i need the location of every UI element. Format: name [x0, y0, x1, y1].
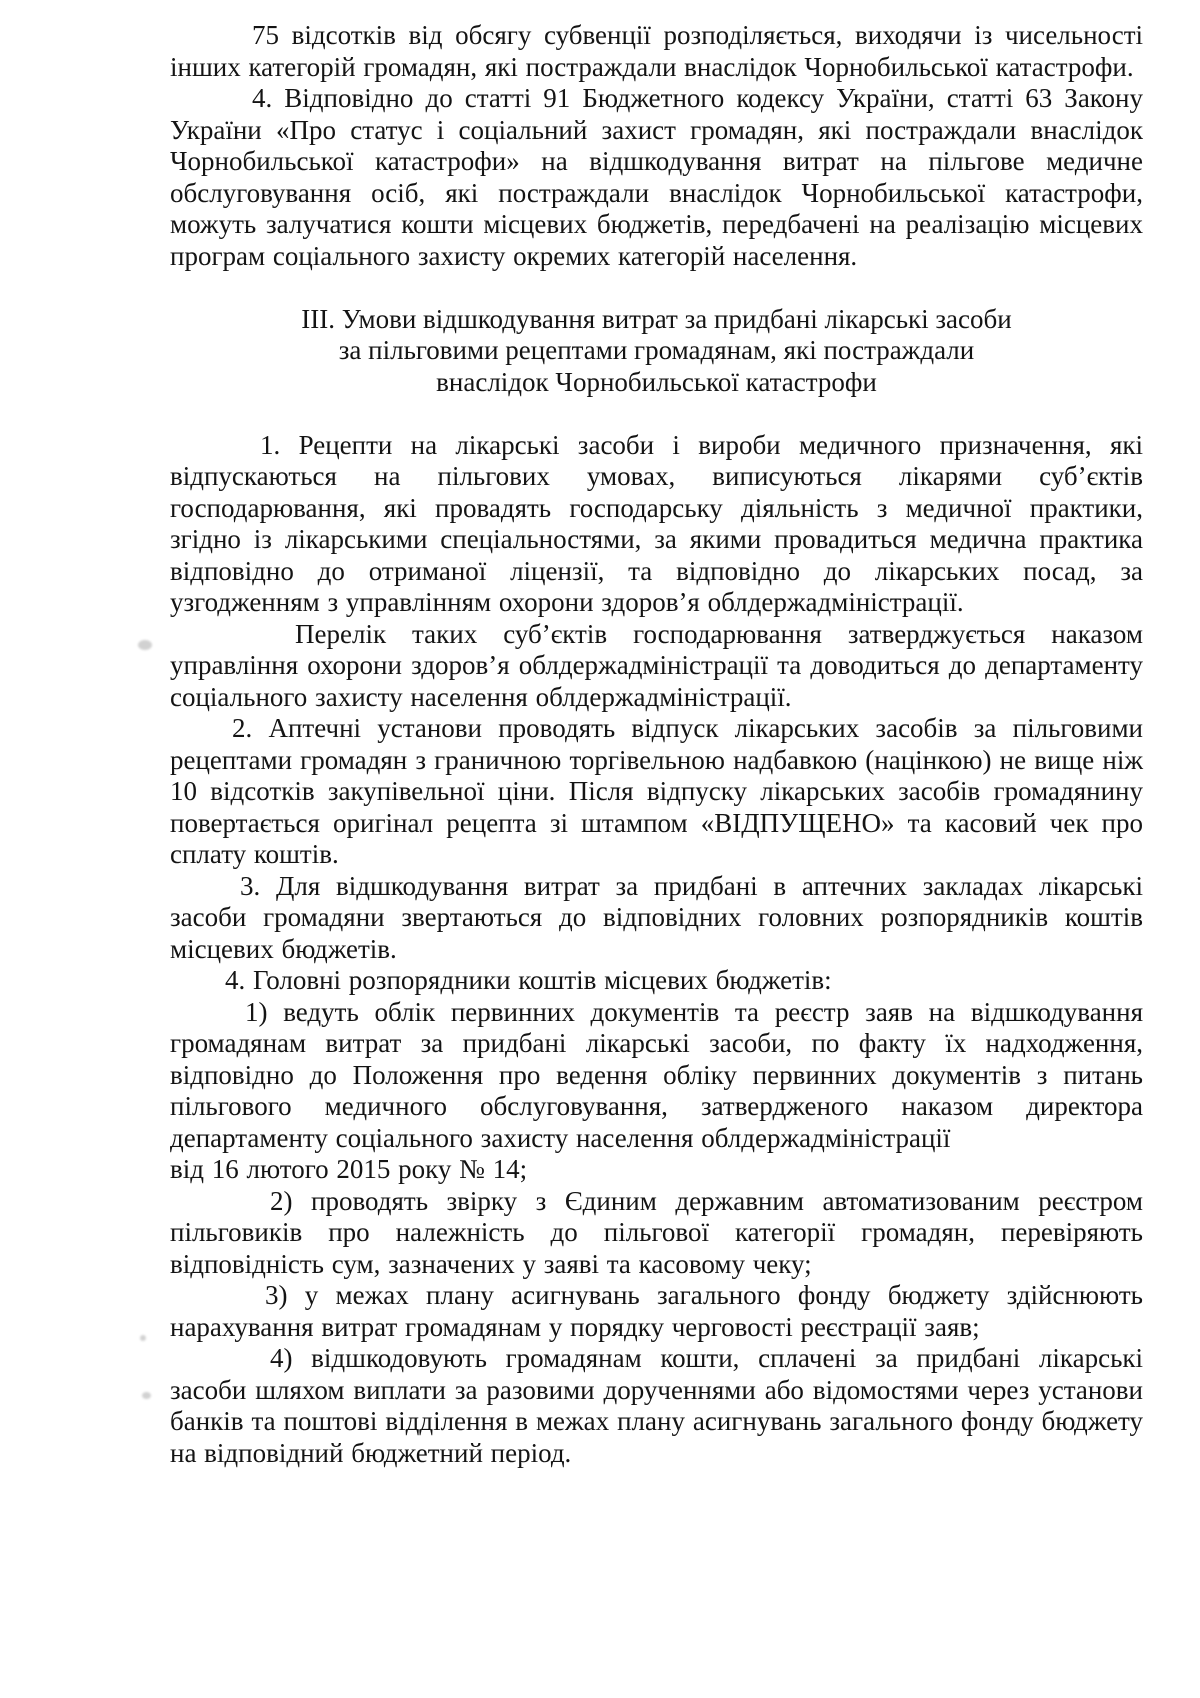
section-heading-line-2: за пільговими рецептами громадянам, які постраждали: [338, 335, 975, 365]
paragraph-subvention-share: 75 відсотків від обсягу субвенції розподіляється, виходячи із чисельності інших категорій громадян, які постраждали внаслідок Чорнобильської катастрофи.: [170, 20, 1143, 82]
scan-artifact: [140, 1335, 146, 1341]
paragraph-entities-list: Перелік таких суб’єктів господарювання затверджується наказом управління охорони здоров’я облдержадміністрації та доводиться до департаменту соціального захисту населення облдержадміністрації.: [170, 618, 1143, 712]
list-item-1-record-keeping: 1) ведуть облік первинних документів та реєстр заяв на відшкодування громадянам витрат за придбані лікарські засоби, по факту їх надходження, відповідно до Положення про ведення обліку первинних документів з питань пільгового медичного обслуговування, затвердженого наказом директора департаменту соціального захисту населення облдержадміністрації: [170, 996, 1143, 1153]
paragraph-2-pharmacies: 2. Аптечні установи проводять відпуск лікарських засобів за пільговими рецептами громадян з граничною торгівельною надбавкою (націнкою) не вище ніж 10 відсотків закупівельної ціни. Після відпуску лікарських засобів громадянину повертається оригінал рецепта зі штампом «ВІДПУЩЕНО» та касовий чек про сплату коштів.: [170, 713, 1143, 869]
paragraph-4-budget-administrators: 4. Головні розпорядники коштів місцевих бюджетів:: [225, 965, 832, 995]
document-text-block: [170, 20, 1143, 1469]
list-item-3-accrual: 3) у межах плану асигнувань загального фонду бюджету здійснюють нарахування витрат громадянам у порядку черговості реєстрації заяв;: [170, 1280, 1143, 1342]
section-heading-line-3: внаслідок Чорнобильської катастрофи: [436, 366, 877, 397]
paragraph-1-prescriptions: 1. Рецепти на лікарські засоби і вироби медичного призначення, які відпускаються на пільгових умовах, виписуються лікарями суб’єктів господарювання, які провадять господарську діяльність з медичної практики, згідно із лікарськими спеціальностями, за якими провадиться медична практика відповідно до отриманої ліцензії, та відповідно до лікарських посад, за узгодженням з управлінням охорони здоров’я облдержадміністрації.: [170, 429, 1143, 617]
paragraph-4-legal-basis: 4. Відповідно до статті 91 Бюджетного кодексу України, статті 63 Закону України «Про статус і соціальний захист громадян, які постраждали внаслідок Чорнобильської катастрофи» на відшкодування витрат на пільгове медичне обслуговування осіб, які постраждали внаслідок Чорнобильської катастрофи, можуть залучатися кошти місцевих бюджетів, передбачені на реалізацію місцевих програм соціального захисту окремих категорій населення.: [170, 83, 1143, 271]
list-item-4-payouts: 4) відшкодовують громадянам кошти, сплачені за придбані лікарські засоби шляхом виплати за разовими дорученнями або відомостями через установи банків та поштові відділення в межах плану асигнувань загального фонду бюджету на відповідний бюджетний період.: [170, 1343, 1143, 1468]
order-date-line: від 16 лютого 2015 року № 14;: [170, 1154, 528, 1184]
paragraph-3-reimbursement-request: 3. Для відшкодування витрат за придбані в аптечних закладах лікарські засоби громадяни звертаються до відповідних головних розпорядників коштів місцевих бюджетів.: [170, 870, 1143, 964]
section-heading-line-1: ІІІ. Умови відшкодування витрат за придбані лікарські засоби: [301, 303, 1012, 334]
scan-artifact: [138, 640, 152, 650]
list-item-2-registry-check: 2) проводять звірку з Єдиним державним автоматизованим реєстром пільговиків про належність до пільгової категорії громадян, перевіряють відповідність сум, зазначених у заяві та касовому чеку;: [170, 1185, 1143, 1279]
section-iii-heading: [170, 304, 1143, 399]
scan-artifact: [142, 1392, 151, 1399]
